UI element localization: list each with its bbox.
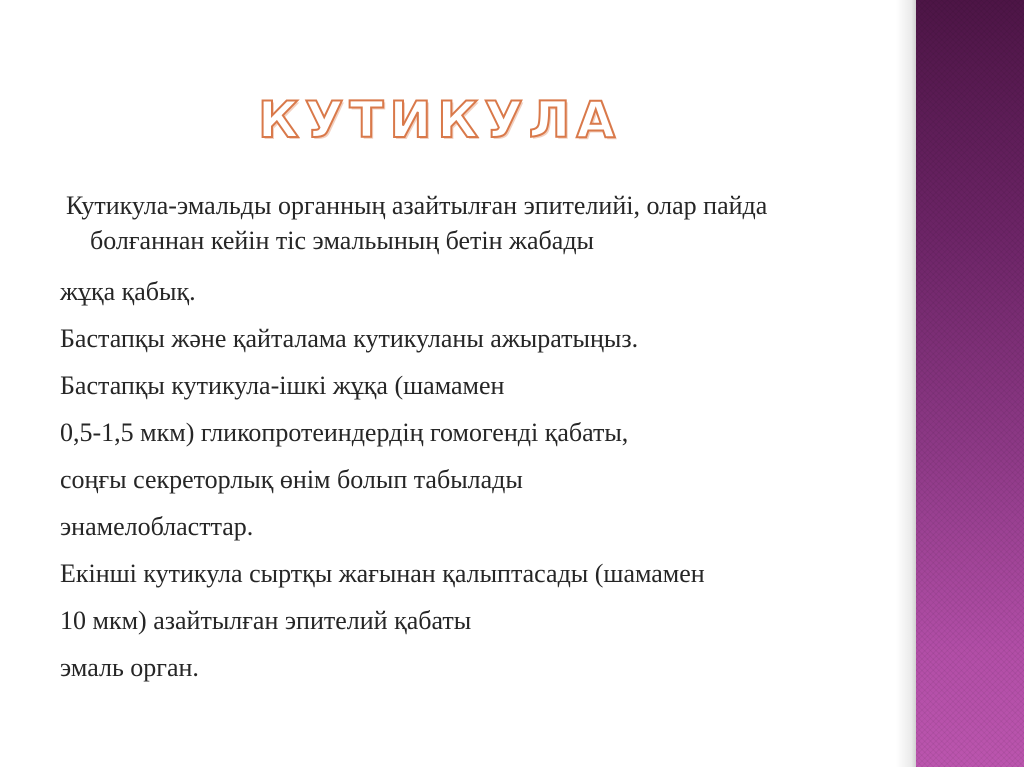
- body-paragraph-10: эмаль орган.: [60, 653, 199, 682]
- body-paragraph-8: Екінші кутикула сыртқы жағынан қалыптасады (шамамен: [60, 559, 705, 588]
- decorative-side-band: [916, 0, 1024, 767]
- body-paragraph-2: жұқа қабық.: [60, 277, 196, 306]
- slide-title: КУТИКУЛА: [258, 91, 622, 149]
- side-band-shadow: [896, 0, 918, 767]
- body-paragraph-7: энамелобласттар.: [60, 512, 254, 541]
- body-paragraph-4: Бастапқы кутикула-ішкі жұқа (шамамен: [60, 371, 505, 400]
- body-paragraph-5: 0,5-1,5 мкм) гликопротеиндердің гомогенді қабаты,: [60, 418, 629, 447]
- body-paragraph-9: 10 мкм) азайтылған эпителий қабаты: [60, 606, 472, 635]
- body-paragraph-1: Кутикула-эмальды органның азайтылған эпителийі, олар пайда болғаннан кейін тіс эмальының бетін жабады: [66, 191, 768, 255]
- slide-body: [60, 188, 860, 691]
- body-paragraph-6: соңғы секреторлық өнім болып табылады: [60, 465, 523, 494]
- body-paragraph-3: Бастапқы және қайталама кутикуланы ажыратыңыз.: [60, 324, 639, 353]
